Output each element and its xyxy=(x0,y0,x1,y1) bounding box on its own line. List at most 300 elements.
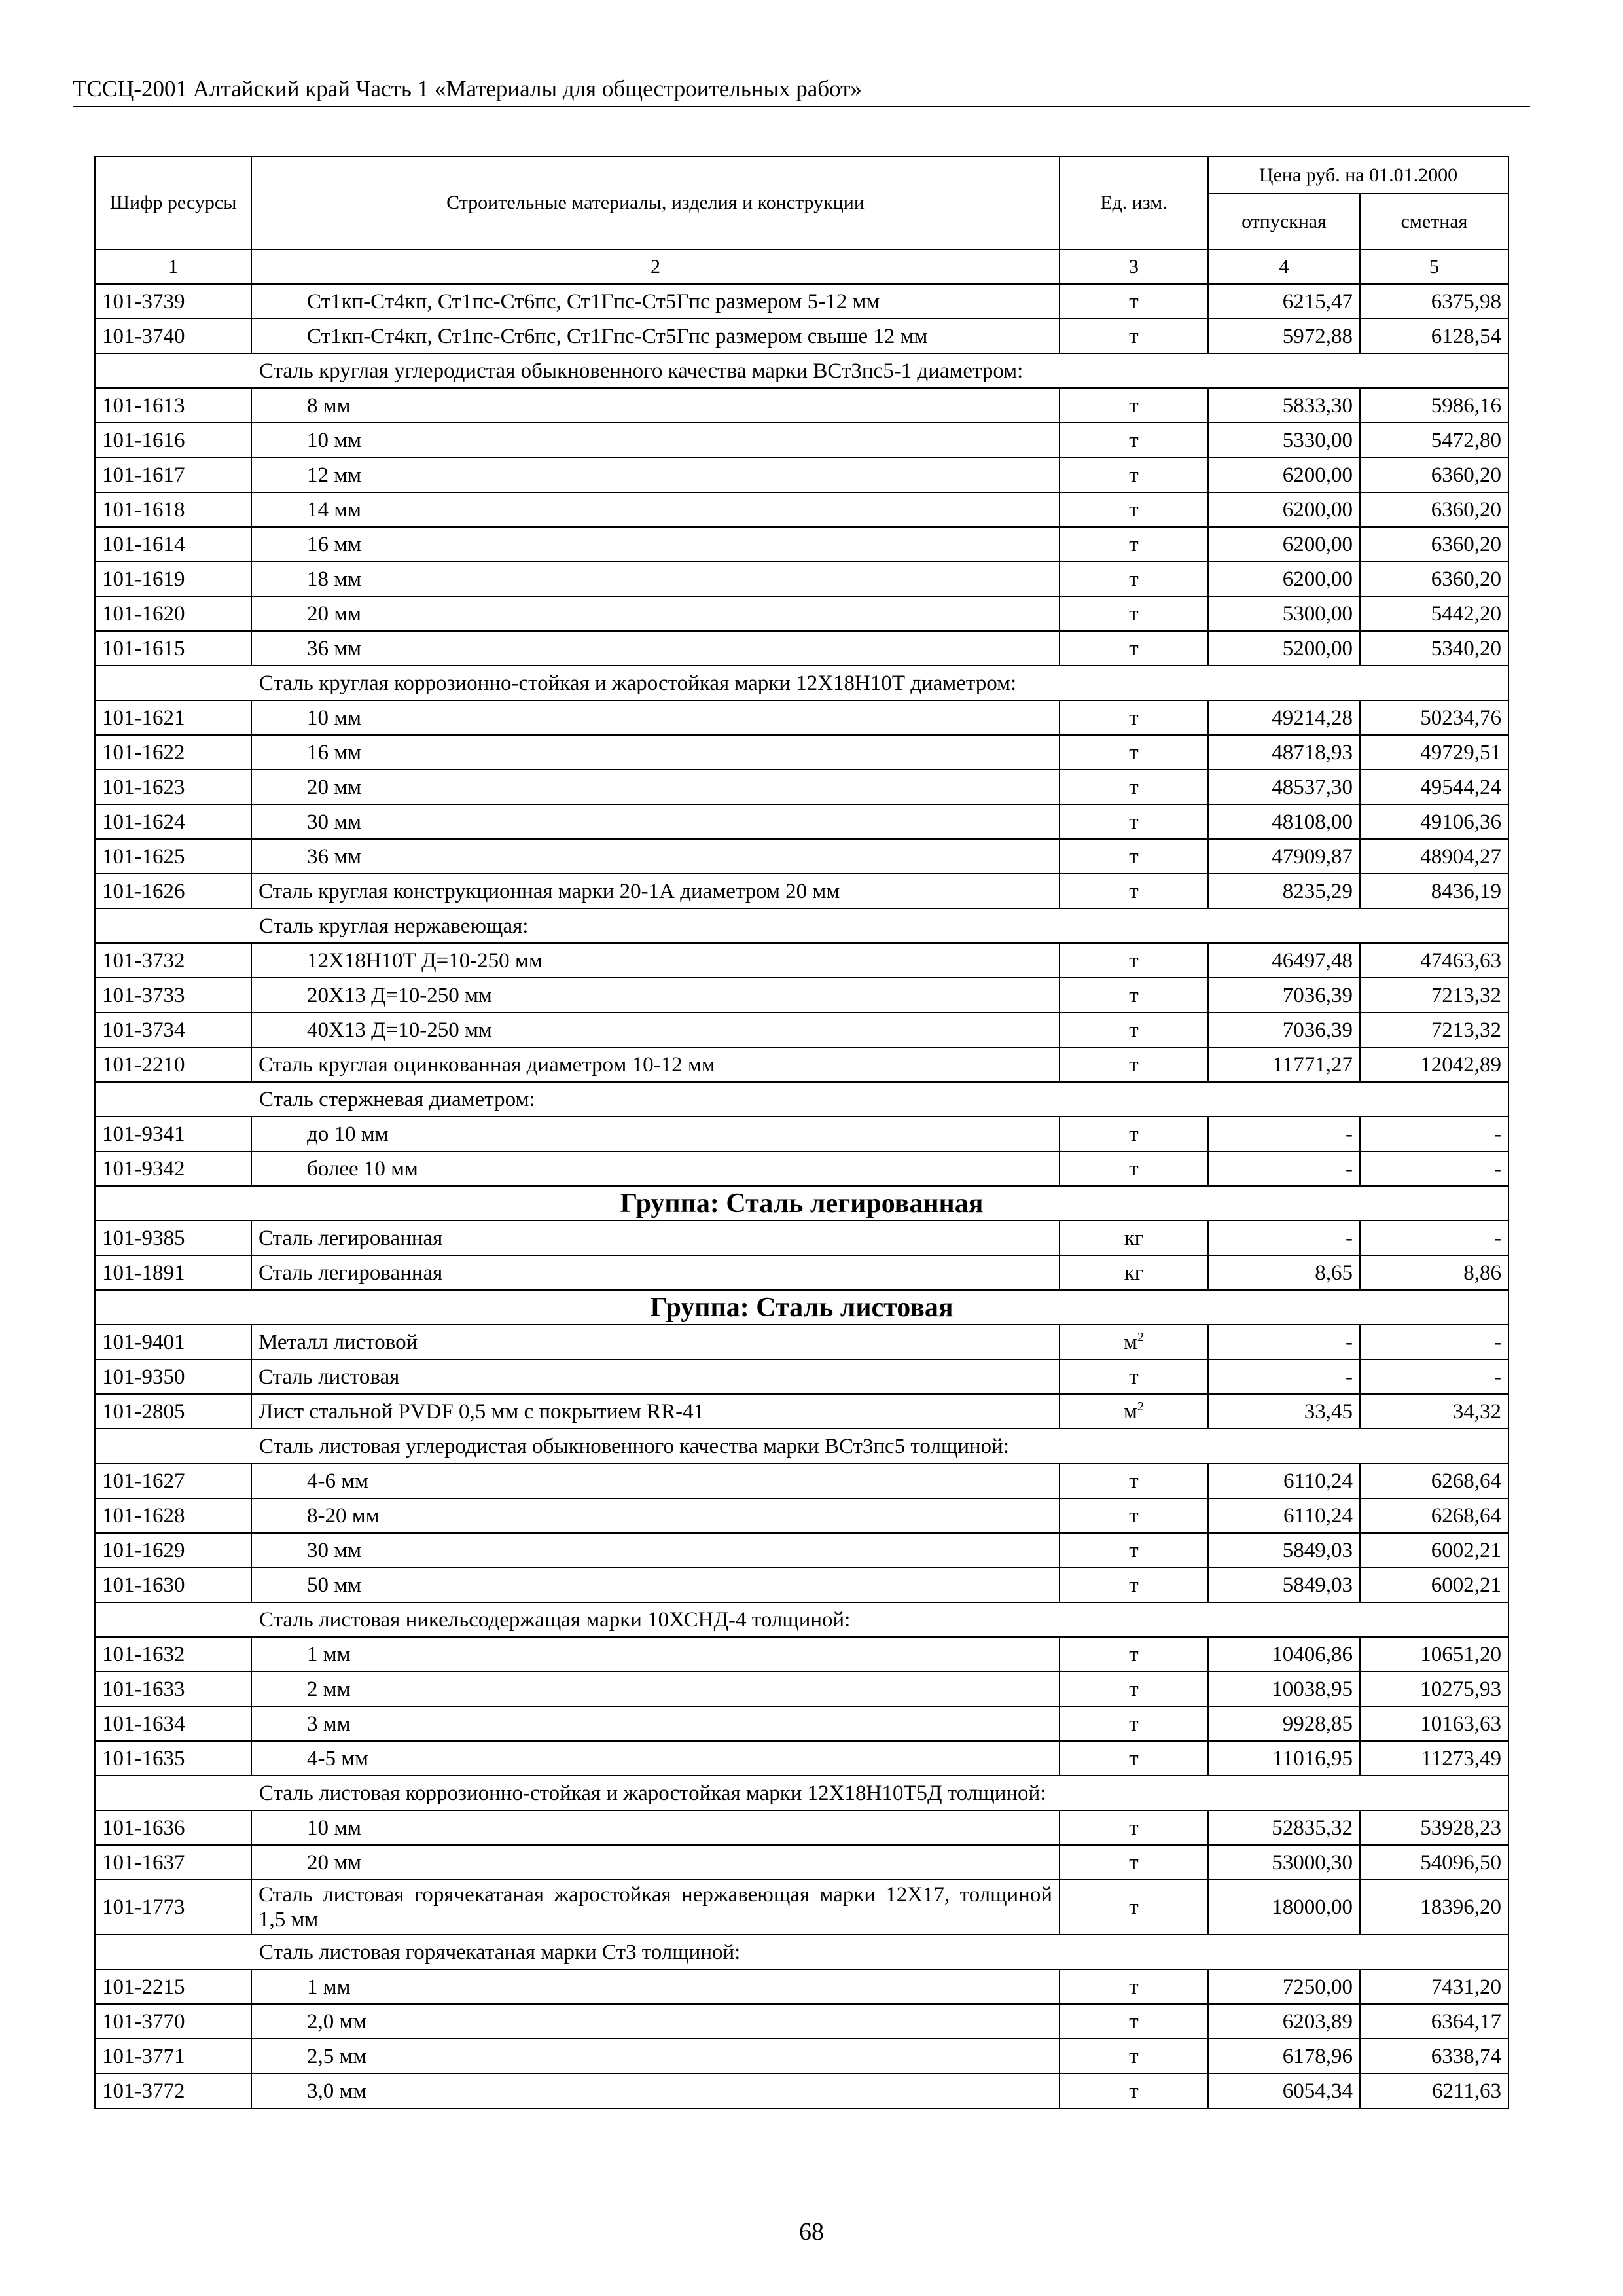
table-row xyxy=(95,1637,1508,1672)
subheading-text: Сталь листовая горячекатаная марки Ст3 толщиной: xyxy=(251,1935,1508,1969)
material-name-cell: 2,5 мм xyxy=(251,2039,1060,2073)
table-row xyxy=(95,839,1508,874)
release-price-cell: 6215,47 xyxy=(1208,284,1360,319)
subheading-row xyxy=(95,666,1508,700)
release-price-cell: 6110,24 xyxy=(1208,1498,1360,1533)
unit-exponent: 2 xyxy=(1137,1329,1144,1344)
material-name-cell: 20 мм xyxy=(251,596,1060,631)
material-name-cell: Сталь листовая xyxy=(251,1359,1060,1394)
release-price-cell: - xyxy=(1208,1359,1360,1394)
release-price-cell: 48537,30 xyxy=(1208,770,1360,804)
unit-cell: т xyxy=(1060,1151,1208,1186)
subheading-row xyxy=(95,1602,1508,1637)
material-name-cell: 10 мм xyxy=(251,1810,1060,1845)
resource-code-cell: 101-1617 xyxy=(95,457,251,492)
unit-cell: т xyxy=(1060,2073,1208,2108)
estimate-price-cell: 53928,23 xyxy=(1360,1810,1508,1845)
table-row xyxy=(95,1969,1508,2004)
col-header-unit: Ед. изм. xyxy=(1060,156,1208,249)
unit-cell: кг xyxy=(1060,1255,1208,1290)
release-price-cell: 5833,30 xyxy=(1208,388,1360,423)
unit-cell: т xyxy=(1060,284,1208,319)
estimate-price-cell: 7431,20 xyxy=(1360,1969,1508,2004)
resource-code-cell: 101-9385 xyxy=(95,1221,251,1255)
release-price-cell: 6200,00 xyxy=(1208,457,1360,492)
estimate-price-cell: 6360,20 xyxy=(1360,562,1508,596)
table-row xyxy=(95,874,1508,908)
material-name-cell: 18 мм xyxy=(251,562,1060,596)
resource-code-cell: 101-9341 xyxy=(95,1117,251,1151)
release-price-cell: 11771,27 xyxy=(1208,1047,1360,1082)
unit-cell: т xyxy=(1060,457,1208,492)
table-row xyxy=(95,700,1508,735)
estimate-price-cell: 12042,89 xyxy=(1360,1047,1508,1082)
material-name-cell: 14 мм xyxy=(251,492,1060,527)
unit-cell: т xyxy=(1060,1117,1208,1151)
material-name-cell: 40Х13 Д=10-250 мм xyxy=(251,1013,1060,1047)
release-price-cell: 5200,00 xyxy=(1208,631,1360,666)
release-price-cell: 33,45 xyxy=(1208,1394,1360,1429)
table-row xyxy=(95,319,1508,353)
table-row xyxy=(95,492,1508,527)
estimate-price-cell: 6375,98 xyxy=(1360,284,1508,319)
release-price-cell: 11016,95 xyxy=(1208,1741,1360,1776)
col-header-price: Цена руб. на 01.01.2000 xyxy=(1208,156,1508,194)
material-name-cell: более 10 мм xyxy=(251,1151,1060,1186)
estimate-price-cell: 8436,19 xyxy=(1360,874,1508,908)
table-row xyxy=(95,1117,1508,1151)
unit-text: м xyxy=(1124,1330,1137,1354)
table-body xyxy=(95,284,1508,2108)
release-price-cell: 10406,86 xyxy=(1208,1637,1360,1672)
table-row xyxy=(95,423,1508,457)
material-name-cell: до 10 мм xyxy=(251,1117,1060,1151)
release-price-cell: 46497,48 xyxy=(1208,943,1360,978)
unit-cell: т xyxy=(1060,1880,1208,1935)
subheading-row xyxy=(95,353,1508,388)
material-name-cell: 20 мм xyxy=(251,1845,1060,1880)
release-price-cell: 48718,93 xyxy=(1208,735,1360,770)
material-name-cell: Ст1кп-Ст4кп, Ст1пс-Ст6пс, Ст1Гпс-Ст5Гпс размером 5-12 мм xyxy=(251,284,1060,319)
release-price-cell: 8,65 xyxy=(1208,1255,1360,1290)
empty-code-cell xyxy=(95,1429,251,1463)
table-row xyxy=(95,388,1508,423)
release-price-cell: 6203,89 xyxy=(1208,2004,1360,2039)
unit-cell: т xyxy=(1060,874,1208,908)
release-price-cell: 10038,95 xyxy=(1208,1672,1360,1706)
table-row xyxy=(95,1047,1508,1082)
estimate-price-cell: 11273,49 xyxy=(1360,1741,1508,1776)
resource-code-cell: 101-3770 xyxy=(95,2004,251,2039)
table-head xyxy=(95,156,1508,284)
material-name-cell: 20Х13 Д=10-250 мм xyxy=(251,978,1060,1013)
release-price-cell: 6200,00 xyxy=(1208,492,1360,527)
resource-code-cell: 101-3772 xyxy=(95,2073,251,2108)
group-heading-row xyxy=(95,1186,1508,1221)
col-header-code: Шифр ресурсы xyxy=(95,156,251,249)
group-heading: Группа: Сталь легированная xyxy=(95,1186,1508,1221)
material-name-cell: Лист стальной PVDF 0,5 мм с покрытием RR-41 xyxy=(251,1394,1060,1429)
resource-code-cell: 101-1618 xyxy=(95,492,251,527)
estimate-price-cell: 7213,32 xyxy=(1360,978,1508,1013)
unit-cell: т xyxy=(1060,1568,1208,1602)
release-price-cell: 6110,24 xyxy=(1208,1463,1360,1498)
resource-code-cell: 101-1625 xyxy=(95,839,251,874)
resource-code-cell: 101-1633 xyxy=(95,1672,251,1706)
material-name-cell: Сталь легированная xyxy=(251,1221,1060,1255)
material-name-cell: Ст1кп-Ст4кп, Ст1пс-Ст6пс, Ст1Гпс-Ст5Гпс размером свыше 12 мм xyxy=(251,319,1060,353)
release-price-cell: 5300,00 xyxy=(1208,596,1360,631)
unit-cell: т xyxy=(1060,423,1208,457)
unit-text: м xyxy=(1124,1399,1137,1424)
subheading-row xyxy=(95,1429,1508,1463)
resource-code-cell: 101-1622 xyxy=(95,735,251,770)
material-name-cell: 3 мм xyxy=(251,1706,1060,1741)
unit-cell: т xyxy=(1060,839,1208,874)
col-index: 2 xyxy=(251,249,1060,284)
release-price-cell: 52835,32 xyxy=(1208,1810,1360,1845)
subheading-row xyxy=(95,1935,1508,1969)
resource-code-cell: 101-2210 xyxy=(95,1047,251,1082)
table-row xyxy=(95,2073,1508,2108)
estimate-price-cell: 6364,17 xyxy=(1360,2004,1508,2039)
table-row xyxy=(95,770,1508,804)
unit-cell: т xyxy=(1060,1672,1208,1706)
estimate-price-cell: 5340,20 xyxy=(1360,631,1508,666)
material-name-cell: 16 мм xyxy=(251,527,1060,562)
col-header-name: Строительные материалы, изделия и конструкции xyxy=(251,156,1060,249)
table-row xyxy=(95,804,1508,839)
empty-code-cell xyxy=(95,666,251,700)
estimate-price-cell: 10651,20 xyxy=(1360,1637,1508,1672)
unit-cell: т xyxy=(1060,1637,1208,1672)
release-price-cell: 6200,00 xyxy=(1208,562,1360,596)
page-number: 68 xyxy=(799,2218,824,2246)
subheading-text: Сталь круглая нержавеющая: xyxy=(251,908,1508,943)
subheading-row xyxy=(95,908,1508,943)
release-price-cell: 47909,87 xyxy=(1208,839,1360,874)
resource-code-cell: 101-1623 xyxy=(95,770,251,804)
estimate-price-cell: 5472,80 xyxy=(1360,423,1508,457)
resource-code-cell: 101-1636 xyxy=(95,1810,251,1845)
release-price-cell: 7250,00 xyxy=(1208,1969,1360,2004)
resource-code-cell: 101-1624 xyxy=(95,804,251,839)
unit-cell: т xyxy=(1060,1845,1208,1880)
estimate-price-cell: 34,32 xyxy=(1360,1394,1508,1429)
estimate-price-cell: - xyxy=(1360,1221,1508,1255)
release-price-cell: 9928,85 xyxy=(1208,1706,1360,1741)
material-name-cell: 4-6 мм xyxy=(251,1463,1060,1498)
release-price-cell: 6178,96 xyxy=(1208,2039,1360,2073)
release-price-cell: 5330,00 xyxy=(1208,423,1360,457)
material-name-cell: 36 мм xyxy=(251,839,1060,874)
estimate-price-cell: 10163,63 xyxy=(1360,1706,1508,1741)
unit-cell: т xyxy=(1060,527,1208,562)
resource-code-cell: 101-1627 xyxy=(95,1463,251,1498)
estimate-price-cell: 6360,20 xyxy=(1360,457,1508,492)
table-row xyxy=(95,596,1508,631)
empty-code-cell xyxy=(95,1602,251,1637)
unit-cell: т xyxy=(1060,1969,1208,2004)
resource-code-cell: 101-3739 xyxy=(95,284,251,319)
resource-code-cell: 101-1773 xyxy=(95,1880,251,1935)
release-price-cell: 5972,88 xyxy=(1208,319,1360,353)
table-row xyxy=(95,1672,1508,1706)
material-name-cell: 10 мм xyxy=(251,700,1060,735)
unit-cell: т xyxy=(1060,1359,1208,1394)
material-name-cell: 1 мм xyxy=(251,1969,1060,2004)
table-row xyxy=(95,1359,1508,1394)
material-name-cell: 12Х18Н10Т Д=10-250 мм xyxy=(251,943,1060,978)
estimate-price-cell: 47463,63 xyxy=(1360,943,1508,978)
subheading-text: Сталь листовая углеродистая обыкновенного качества марки ВСт3пс5 толщиной: xyxy=(251,1429,1508,1463)
estimate-price-cell: 5442,20 xyxy=(1360,596,1508,631)
material-name-cell: 2,0 мм xyxy=(251,2004,1060,2039)
col-index: 4 xyxy=(1208,249,1360,284)
release-price-cell: - xyxy=(1208,1117,1360,1151)
resource-code-cell: 101-1615 xyxy=(95,631,251,666)
material-name-cell: 30 мм xyxy=(251,804,1060,839)
unit-cell: т xyxy=(1060,2039,1208,2073)
group-heading-row xyxy=(95,1290,1508,1325)
unit-cell: т xyxy=(1060,388,1208,423)
table-row xyxy=(95,457,1508,492)
release-price-cell: 48108,00 xyxy=(1208,804,1360,839)
resource-code-cell: 101-3732 xyxy=(95,943,251,978)
subheading-text: Сталь листовая коррозионно-стойкая и жаростойкая марки 12Х18Н10Т5Д толщиной: xyxy=(251,1776,1508,1810)
estimate-price-cell: 8,86 xyxy=(1360,1255,1508,1290)
table-row xyxy=(95,943,1508,978)
resource-code-cell: 101-1620 xyxy=(95,596,251,631)
subheading-text: Сталь круглая коррозионно-стойкая и жаростойкая марки 12Х18Н10Т диаметром: xyxy=(251,666,1508,700)
table-row xyxy=(95,735,1508,770)
unit-cell: т xyxy=(1060,735,1208,770)
subheading-row xyxy=(95,1082,1508,1117)
estimate-price-cell: - xyxy=(1360,1325,1508,1359)
table-row xyxy=(95,284,1508,319)
estimate-price-cell: 6268,64 xyxy=(1360,1498,1508,1533)
material-name-cell: 1 мм xyxy=(251,1637,1060,1672)
material-name-cell: 36 мм xyxy=(251,631,1060,666)
table-row xyxy=(95,1533,1508,1568)
material-name-cell: 30 мм xyxy=(251,1533,1060,1568)
material-name-cell: 8 мм xyxy=(251,388,1060,423)
resource-code-cell: 101-9350 xyxy=(95,1359,251,1394)
estimate-price-cell: 54096,50 xyxy=(1360,1845,1508,1880)
resource-code-cell: 101-9401 xyxy=(95,1325,251,1359)
unit-cell: т xyxy=(1060,978,1208,1013)
unit-cell: т xyxy=(1060,1498,1208,1533)
table-row xyxy=(95,1013,1508,1047)
estimate-price-cell: 48904,27 xyxy=(1360,839,1508,874)
estimate-price-cell: - xyxy=(1360,1359,1508,1394)
unit-cell xyxy=(1060,1394,1208,1429)
unit-cell: т xyxy=(1060,631,1208,666)
table-row xyxy=(95,1845,1508,1880)
release-price-cell: 5849,03 xyxy=(1208,1533,1360,1568)
table-row xyxy=(95,1741,1508,1776)
release-price-cell: - xyxy=(1208,1151,1360,1186)
subheading-text: Сталь листовая никельсодержащая марки 10ХСНД-4 толщиной: xyxy=(251,1602,1508,1637)
resource-code-cell: 101-1635 xyxy=(95,1741,251,1776)
unit-cell: т xyxy=(1060,943,1208,978)
table-row xyxy=(95,2004,1508,2039)
unit-cell: т xyxy=(1060,492,1208,527)
material-name-cell: 20 мм xyxy=(251,770,1060,804)
release-price-cell: 7036,39 xyxy=(1208,978,1360,1013)
empty-code-cell xyxy=(95,908,251,943)
resource-code-cell: 101-1634 xyxy=(95,1706,251,1741)
table-row xyxy=(95,1706,1508,1741)
estimate-price-cell: 49729,51 xyxy=(1360,735,1508,770)
unit-cell: т xyxy=(1060,1013,1208,1047)
material-name-cell: Сталь круглая конструкционная марки 20-1А диаметром 20 мм xyxy=(251,874,1060,908)
table-row xyxy=(95,1151,1508,1186)
material-name-cell: Металл листовой xyxy=(251,1325,1060,1359)
estimate-price-cell: 49106,36 xyxy=(1360,804,1508,839)
empty-code-cell xyxy=(95,1776,251,1810)
unit-cell xyxy=(1060,1325,1208,1359)
material-name-cell: 4-5 мм xyxy=(251,1741,1060,1776)
release-price-cell: - xyxy=(1208,1221,1360,1255)
unit-cell: т xyxy=(1060,1706,1208,1741)
resource-code-cell: 101-1614 xyxy=(95,527,251,562)
estimate-price-cell: 6211,63 xyxy=(1360,2073,1508,2108)
estimate-price-cell: 6002,21 xyxy=(1360,1533,1508,1568)
table-row xyxy=(95,1255,1508,1290)
release-price-cell: 18000,00 xyxy=(1208,1880,1360,1935)
unit-cell: т xyxy=(1060,1741,1208,1776)
material-name-cell: 2 мм xyxy=(251,1672,1060,1706)
unit-cell: т xyxy=(1060,562,1208,596)
resource-code-cell: 101-1626 xyxy=(95,874,251,908)
table-row xyxy=(95,527,1508,562)
release-price-cell: 5849,03 xyxy=(1208,1568,1360,1602)
material-name-cell: 8-20 мм xyxy=(251,1498,1060,1533)
estimate-price-cell: 6360,20 xyxy=(1360,492,1508,527)
estimate-price-cell: 6338,74 xyxy=(1360,2039,1508,2073)
unit-cell: т xyxy=(1060,596,1208,631)
resource-code-cell: 101-3734 xyxy=(95,1013,251,1047)
resource-code-cell: 101-1630 xyxy=(95,1568,251,1602)
resource-code-cell: 101-1619 xyxy=(95,562,251,596)
estimate-price-cell: - xyxy=(1360,1117,1508,1151)
release-price-cell: 49214,28 xyxy=(1208,700,1360,735)
estimate-price-cell: 6002,21 xyxy=(1360,1568,1508,1602)
unit-cell: т xyxy=(1060,700,1208,735)
unit-cell: т xyxy=(1060,1047,1208,1082)
subheading-text: Сталь стержневая диаметром: xyxy=(251,1082,1508,1117)
empty-code-cell xyxy=(95,353,251,388)
table-row xyxy=(95,1880,1508,1935)
resource-code-cell: 101-9342 xyxy=(95,1151,251,1186)
empty-code-cell xyxy=(95,1082,251,1117)
table-row xyxy=(95,1568,1508,1602)
table-row xyxy=(95,2039,1508,2073)
unit-exponent: 2 xyxy=(1137,1399,1144,1414)
material-name-cell: 50 мм xyxy=(251,1568,1060,1602)
material-name-cell: Сталь круглая оцинкованная диаметром 10-12 мм xyxy=(251,1047,1060,1082)
resource-code-cell: 101-3771 xyxy=(95,2039,251,2073)
resource-code-cell: 101-1613 xyxy=(95,388,251,423)
material-name-cell: Сталь листовая горячекатаная жаростойкая нержавеющая марки 12Х17, толщиной 1,5 мм xyxy=(251,1880,1060,1935)
table-row xyxy=(95,1325,1508,1359)
unit-cell: т xyxy=(1060,319,1208,353)
col-index: 5 xyxy=(1360,249,1508,284)
estimate-price-cell: - xyxy=(1360,1151,1508,1186)
release-price-cell: - xyxy=(1208,1325,1360,1359)
estimate-price-cell: 6128,54 xyxy=(1360,319,1508,353)
estimate-price-cell: 5986,16 xyxy=(1360,388,1508,423)
col-header-estimate: сметная xyxy=(1360,194,1508,249)
material-name-cell: Сталь легированная xyxy=(251,1255,1060,1290)
resource-code-cell: 101-3740 xyxy=(95,319,251,353)
material-name-cell: 10 мм xyxy=(251,423,1060,457)
estimate-price-cell: 49544,24 xyxy=(1360,770,1508,804)
resource-code-cell: 101-2215 xyxy=(95,1969,251,2004)
estimate-price-cell: 7213,32 xyxy=(1360,1013,1508,1047)
resource-code-cell: 101-1891 xyxy=(95,1255,251,1290)
release-price-cell: 53000,30 xyxy=(1208,1845,1360,1880)
col-index: 1 xyxy=(95,249,251,284)
resource-code-cell: 101-1621 xyxy=(95,700,251,735)
group-heading: Группа: Сталь листовая xyxy=(95,1290,1508,1325)
resource-code-cell: 101-2805 xyxy=(95,1394,251,1429)
unit-cell: т xyxy=(1060,1533,1208,1568)
resource-code-cell: 101-1616 xyxy=(95,423,251,457)
table-row xyxy=(95,1221,1508,1255)
unit-cell: т xyxy=(1060,804,1208,839)
unit-cell: т xyxy=(1060,1810,1208,1845)
material-name-cell: 12 мм xyxy=(251,457,1060,492)
page-header: ТССЦ-2001 Алтайский край Часть 1 «Материалы для общестроительных работ» xyxy=(73,73,1530,107)
table-row xyxy=(95,1498,1508,1533)
table-row xyxy=(95,1394,1508,1429)
resource-code-cell: 101-1632 xyxy=(95,1637,251,1672)
material-name-cell: 16 мм xyxy=(251,735,1060,770)
unit-cell: т xyxy=(1060,2004,1208,2039)
subheading-text: Сталь круглая углеродистая обыкновенного качества марки ВСт3пс5-1 диаметром: xyxy=(251,353,1508,388)
table-row xyxy=(95,631,1508,666)
empty-code-cell xyxy=(95,1935,251,1969)
material-name-cell: 3,0 мм xyxy=(251,2073,1060,2108)
col-header-release: отпускная xyxy=(1208,194,1360,249)
release-price-cell: 8235,29 xyxy=(1208,874,1360,908)
materials-price-table xyxy=(94,156,1509,2109)
release-price-cell: 7036,39 xyxy=(1208,1013,1360,1047)
estimate-price-cell: 10275,93 xyxy=(1360,1672,1508,1706)
resource-code-cell: 101-3733 xyxy=(95,978,251,1013)
estimate-price-cell: 6360,20 xyxy=(1360,527,1508,562)
resource-code-cell: 101-1629 xyxy=(95,1533,251,1568)
table-row xyxy=(95,978,1508,1013)
table-row xyxy=(95,1810,1508,1845)
table-row xyxy=(95,562,1508,596)
table-row xyxy=(95,1463,1508,1498)
resource-code-cell: 101-1628 xyxy=(95,1498,251,1533)
estimate-price-cell: 6268,64 xyxy=(1360,1463,1508,1498)
unit-cell: т xyxy=(1060,770,1208,804)
resource-code-cell: 101-1637 xyxy=(95,1845,251,1880)
col-index: 3 xyxy=(1060,249,1208,284)
release-price-cell: 6054,34 xyxy=(1208,2073,1360,2108)
release-price-cell: 6200,00 xyxy=(1208,527,1360,562)
subheading-row xyxy=(95,1776,1508,1810)
estimate-price-cell: 50234,76 xyxy=(1360,700,1508,735)
unit-cell: кг xyxy=(1060,1221,1208,1255)
estimate-price-cell: 18396,20 xyxy=(1360,1880,1508,1935)
unit-cell: т xyxy=(1060,1463,1208,1498)
